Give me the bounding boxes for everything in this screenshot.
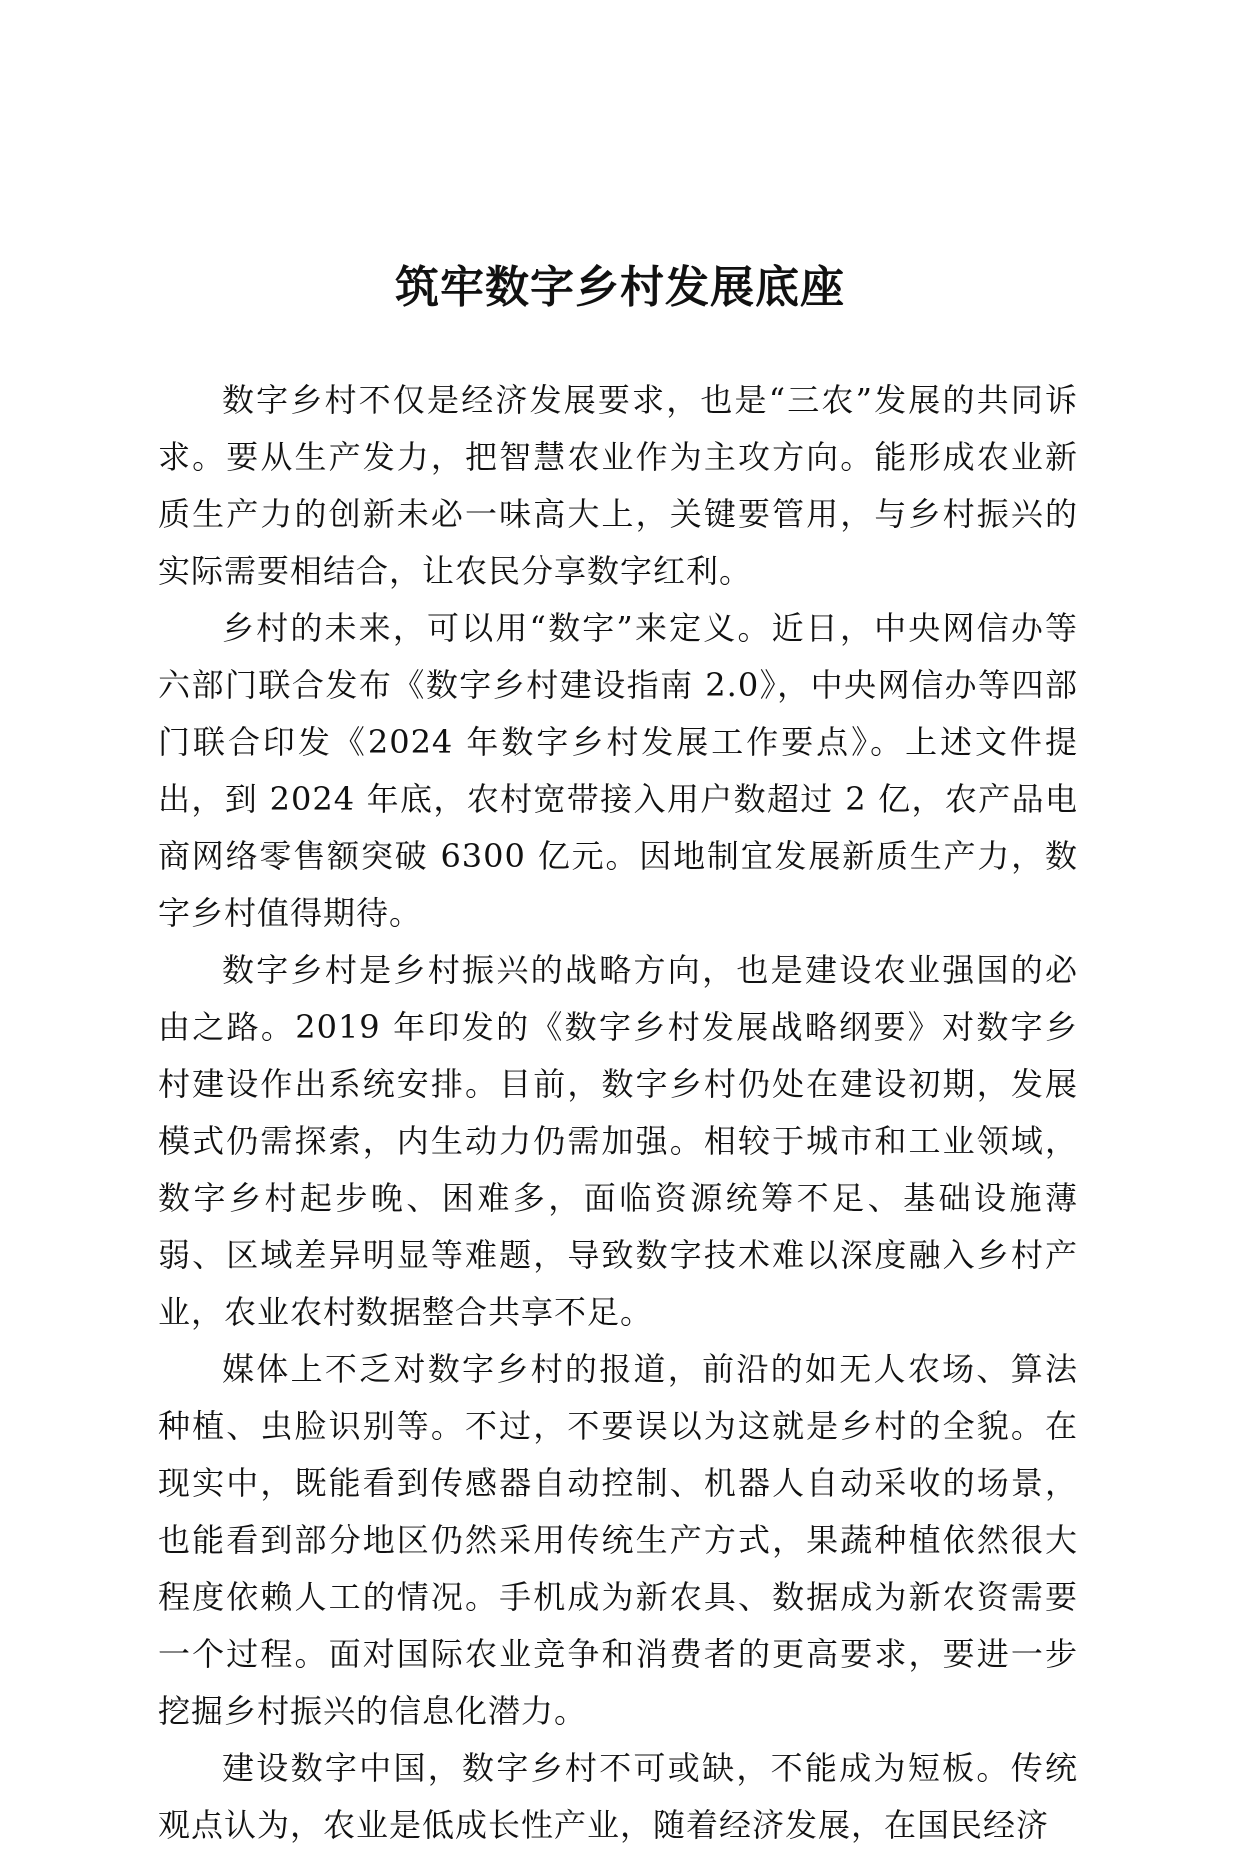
paragraph-4: 媒体上不乏对数字乡村的报道，前沿的如无人农场、算法种植、虫脸识别等。不过，不要误以为这就是乡村的全貌。在现实中，既能看到传感器自动控制、机器人自动采收的场景，也能看到部分地区仍然采用传统生产方式，果蔬种植依然很大程度依赖人工的情况。手机成为新农具、数据成为新农资需要一个过程。面对国际农业竞争和消费者的更高要求，要进一步挖掘乡村振兴的信息化潜力。	[158, 1350, 1078, 1730]
paragraph-1: 数字乡村不仅是经济发展要求，也是“三农”发展的共同诉求。要从生产发力，把智慧农业作为主攻方向。能形成农业新质生产力的创新未必一味高大上，关键要管用，与乡村振兴的实际需要相结合，让农民分享数字红利。	[158, 381, 1078, 590]
document-title: 筑牢数字乡村发展底座	[395, 262, 845, 313]
paragraph-5: 建设数字中国，数字乡村不可或缺，不能成为短板。传统观点认为，农业是低成长性产业，随着经济发展，在国民经济	[158, 1749, 1078, 1844]
document-body	[158, 372, 1078, 1854]
paragraph-3: 数字乡村是乡村振兴的战略方向，也是建设农业强国的必由之路。2019 年印发的《数字乡村发展战略纲要》对数字乡村建设作出系统安排。目前，数字乡村仍处在建设初期，发展模式仍需探索，内生动力仍需加强。相较于城市和工业领域，数字乡村起步晚、困难多，面临资源统筹不足、基础设施薄弱、区域差异明显等难题，导致数字技术难以深度融入乡村产业，农业农村数据整合共享不足。	[158, 951, 1078, 1331]
paragraph-2: 乡村的未来，可以用“数字”来定义。近日，中央网信办等六部门联合发布《数字乡村建设指南 2.0》，中央网信办等四部门联合印发《2024 年数字乡村发展工作要点》。上述文件提出，到 2024 年底，农村宽带接入用户数超过 2 亿，农产品电商网络零售额突破 6300 亿元。因地制宜发展新质生产力，数字乡村值得期待。	[158, 609, 1078, 932]
